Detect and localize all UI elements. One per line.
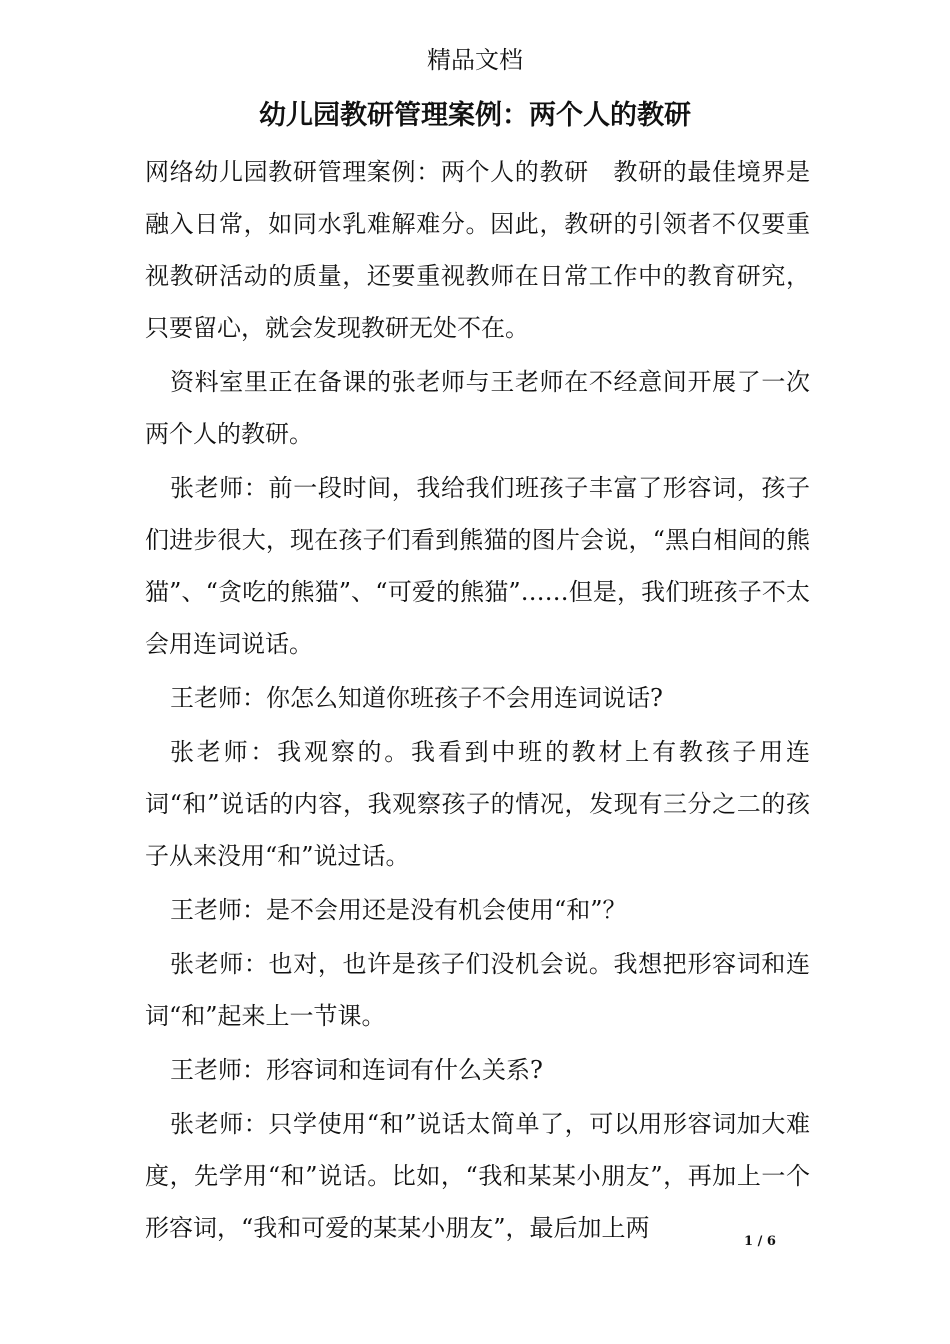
paragraph-intro: 网络幼儿园教研管理案例：两个人的教研 教研的最佳境界是融入日常，如同水乳难解难分。因此，教研的引领者不仅要重视教研活动的质量，还要重视教师在日常工作中的教育研究，只要留心，就会发现教研无处不在。 xyxy=(145,158,810,342)
paragraph: 资料室里正在备课的张老师与王老师在不经意间开展了一次两个人的教研。 xyxy=(145,368,810,448)
page-header: 精品文档 xyxy=(427,46,523,74)
paragraph: 张老师：我观察的。我看到中班的教材上有教孩子用连词“和”说话的内容，我观察孩子的情况，发现有三分之二的孩子从来没用“和”说过话。 xyxy=(145,738,810,870)
paragraph: 张老师：也对，也许是孩子们没机会说。我想把形容词和连词“和”起来上一节课。 xyxy=(145,950,810,1030)
paragraph: 王老师：你怎么知道你班孩子不会用连词说话? xyxy=(170,684,663,712)
paragraph: 张老师：前一段时间，我给我们班孩子丰富了形容词，孩子们进步很大，现在孩子们看到熊猫的图片会说，“黑白相间的熊猫”、“贪吃的熊猫”、“可爱的熊猫”……但是，我们班孩子不太会用连词说话。 xyxy=(145,474,810,658)
document-title: 幼儿园教研管理案例：两个人的教研 xyxy=(259,100,691,131)
paragraph: 王老师：是不会用还是没有机会使用“和”？ xyxy=(170,896,627,924)
paragraph: 王老师：形容词和连词有什么关系? xyxy=(170,1056,543,1084)
paragraph: 张老师：只学使用“和”说话太简单了，可以用形容词加大难度，先学用“和”说话。比如，“我和某某小朋友”，再加上一个形容词，“我和可爱的某某小朋友”，最后加上两 xyxy=(145,1110,810,1242)
page-number: 1 / 6 xyxy=(744,1234,776,1249)
document-body xyxy=(145,146,810,1256)
